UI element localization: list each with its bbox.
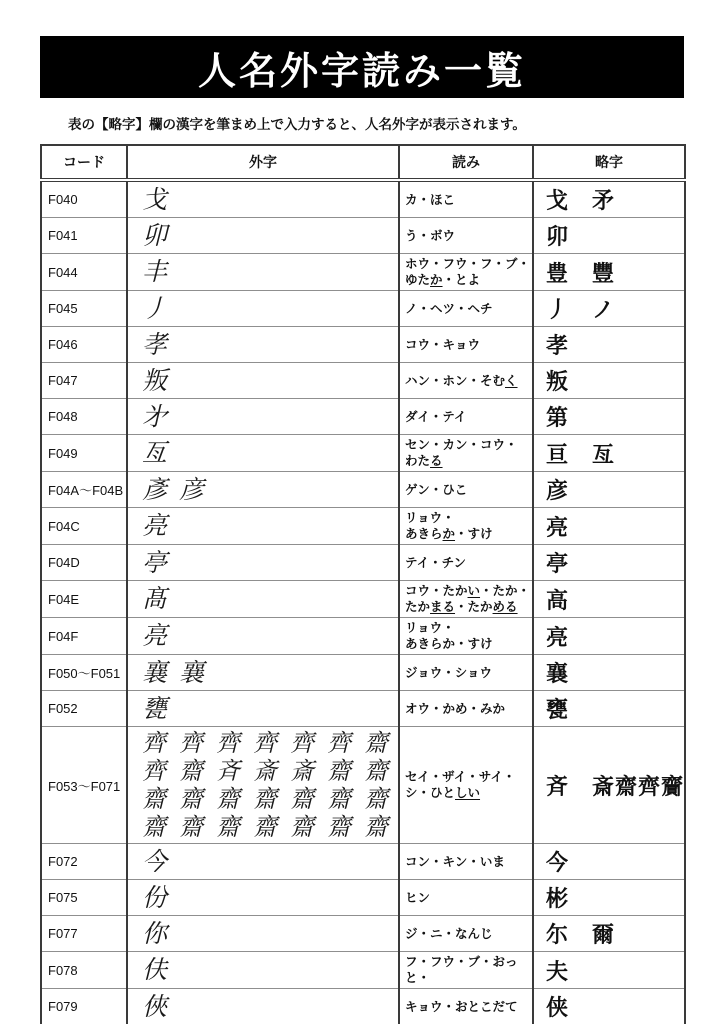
- gaiji-cell: [127, 399, 399, 435]
- gaiji-cell: [127, 880, 399, 916]
- page-title: 人名外字読み一覧: [197, 50, 526, 93]
- ryakuji-cell: 亮: [533, 618, 685, 655]
- ryakuji-cell: 戈 矛: [533, 180, 685, 218]
- code-cell: F04C: [41, 508, 127, 545]
- gaiji-glyphs: 俠: [142, 991, 180, 1021]
- ryakuji-cell: 彦: [533, 472, 685, 508]
- reading-line: あきらか・すけ: [405, 637, 493, 651]
- table-row: [41, 618, 685, 655]
- code-cell: F046: [41, 327, 127, 363]
- reading-cell: [399, 844, 533, 880]
- reading-line: ホウ・フウ・フ・ブ・: [405, 257, 531, 271]
- header-gaiji: 外字: [127, 145, 399, 180]
- reading-line: ゲン・ひこ: [405, 482, 468, 497]
- gaiji-reading-table: [40, 144, 686, 1024]
- table-row: [41, 655, 685, 691]
- ryakuji-cell: 今: [533, 844, 685, 880]
- reading-line: たかまる・たかめる: [405, 600, 518, 614]
- gaiji-cell: [127, 327, 399, 363]
- reading-cell: [399, 989, 533, 1024]
- gaiji-glyphs: 戈: [142, 184, 180, 214]
- table-header-row: [41, 145, 685, 180]
- header-reading: 読み: [399, 145, 533, 180]
- code-cell: F078: [41, 952, 127, 989]
- ryakuji-cell: 甕: [533, 691, 685, 727]
- gaiji-cell: [127, 916, 399, 952]
- reading-cell: [399, 655, 533, 691]
- ryakuji-cell: 斉 斎齋齊齎: [533, 727, 685, 844]
- gaiji-cell: [127, 844, 399, 880]
- reading-cell: [399, 618, 533, 655]
- gaiji-cell: [127, 691, 399, 727]
- reading-cell: [399, 291, 533, 327]
- reading-line: セン・カン・コウ・: [405, 438, 518, 452]
- gaiji-glyphs: 齋齋齋齋齋齋齋: [142, 813, 401, 841]
- ryakuji-cell: 豊 豐: [533, 254, 685, 291]
- code-cell: F04F: [41, 618, 127, 655]
- reading-cell: [399, 952, 533, 989]
- reading-cell: [399, 581, 533, 618]
- reading-line: カ・ほこ: [405, 192, 456, 207]
- gaiji-glyphs: 甕: [142, 693, 180, 723]
- gaiji-glyphs: 齊齊齊齊齊齊齋: [142, 729, 401, 757]
- reading-line: オウ・かめ・みか: [405, 701, 506, 716]
- code-cell: F04A〜F04B: [41, 472, 127, 508]
- reading-line: ヒン: [405, 890, 431, 905]
- table-row: [41, 472, 685, 508]
- code-cell: F04D: [41, 545, 127, 581]
- gaiji-glyphs: 叛: [142, 365, 180, 395]
- table-row: [41, 399, 685, 435]
- code-cell: F04E: [41, 581, 127, 618]
- table-row: [41, 844, 685, 880]
- reading-cell: [399, 727, 533, 844]
- code-cell: F041: [41, 218, 127, 254]
- table-row: [41, 508, 685, 545]
- reading-line: コウ・キョウ: [405, 337, 481, 352]
- table-row: [41, 218, 685, 254]
- table-row: [41, 880, 685, 916]
- code-cell: F050〜F051: [41, 655, 127, 691]
- table-row: [41, 180, 685, 218]
- gaiji-glyphs: 孝: [142, 329, 180, 359]
- code-cell: F040: [41, 180, 127, 218]
- code-cell: F075: [41, 880, 127, 916]
- ryakuji-cell: 侠: [533, 989, 685, 1024]
- reading-line: と・: [405, 971, 431, 985]
- ryakuji-cell: 亮: [533, 508, 685, 545]
- gaiji-cell: [127, 363, 399, 399]
- table-row: [41, 363, 685, 399]
- reading-line: ノ・ヘツ・ヘチ: [405, 301, 493, 316]
- gaiji-glyphs: 彥彦: [142, 474, 217, 504]
- reading-line: ハン・ホン・そむく: [405, 373, 518, 388]
- reading-line: あきらか・すけ: [405, 527, 493, 541]
- reading-line: ゆたか・とよ: [405, 273, 481, 287]
- ryakuji-cell: 丿 ノ: [533, 291, 685, 327]
- table-row: [41, 691, 685, 727]
- table-row: [41, 327, 685, 363]
- gaiji-glyphs: 丰: [142, 257, 180, 286]
- code-cell: F077: [41, 916, 127, 952]
- ryakuji-cell: 襄: [533, 655, 685, 691]
- ryakuji-cell: 高: [533, 581, 685, 618]
- table-row: [41, 727, 685, 844]
- title-band: [40, 36, 684, 98]
- reading-line: ダイ・テイ: [405, 409, 467, 424]
- table-row: [41, 545, 685, 581]
- reading-line: リョウ・: [405, 511, 455, 525]
- reading-line: ジ・ニ・なんじ: [405, 926, 493, 941]
- table-body: [41, 180, 685, 1024]
- gaiji-cell: [127, 508, 399, 545]
- reading-cell: [399, 435, 533, 472]
- gaiji-glyphs: 齋齋齋齋齋齋齋: [142, 785, 401, 813]
- code-cell: F052: [41, 691, 127, 727]
- reading-line: コウ・たかい・たか・: [405, 584, 531, 598]
- code-cell: F049: [41, 435, 127, 472]
- ryakuji-cell: 彬: [533, 880, 685, 916]
- gaiji-cell: [127, 254, 399, 291]
- ryakuji-cell: 亭: [533, 545, 685, 581]
- reading-cell: [399, 508, 533, 545]
- code-cell: F047: [41, 363, 127, 399]
- gaiji-cell: [127, 989, 399, 1024]
- gaiji-cell: [127, 618, 399, 655]
- reading-line: コン・キン・いま: [405, 854, 505, 869]
- reading-line: ジョウ・ショウ: [405, 665, 493, 680]
- reading-cell: [399, 254, 533, 291]
- gaiji-cell: [127, 655, 399, 691]
- ryakuji-cell: 尓 爾: [533, 916, 685, 952]
- gaiji-glyphs: 襄襄: [142, 657, 217, 687]
- gaiji-glyphs: 齊齋斉斎斎齋齋: [142, 757, 401, 785]
- ryakuji-cell: 孝: [533, 327, 685, 363]
- gaiji-glyphs: 亮: [142, 621, 180, 650]
- code-cell: F045: [41, 291, 127, 327]
- ryakuji-cell: 亘 亙: [533, 435, 685, 472]
- reading-line: キョウ・おとこだて: [405, 999, 518, 1014]
- table-row: [41, 291, 685, 327]
- gaiji-glyphs: 亮: [142, 511, 180, 540]
- code-cell: F044: [41, 254, 127, 291]
- reading-cell: [399, 472, 533, 508]
- table-row: [41, 581, 685, 618]
- gaiji-cell: [127, 545, 399, 581]
- table-row: [41, 989, 685, 1024]
- gaiji-cell: [127, 435, 399, 472]
- code-cell: F079: [41, 989, 127, 1024]
- ryakuji-cell: 叛: [533, 363, 685, 399]
- reading-cell: [399, 218, 533, 254]
- gaiji-cell: [127, 952, 399, 989]
- reading-line: フ・フウ・ブ・おっ: [405, 955, 518, 969]
- gaiji-glyphs: 今: [142, 846, 180, 876]
- gaiji-cell: [127, 581, 399, 618]
- code-cell: F053〜F071: [41, 727, 127, 844]
- reading-cell: [399, 180, 533, 218]
- ryakuji-cell: 夫: [533, 952, 685, 989]
- reading-line: セイ・ザイ・サイ・: [405, 770, 516, 784]
- reading-cell: [399, 327, 533, 363]
- gaiji-glyphs: 你: [142, 918, 180, 948]
- table-row: [41, 916, 685, 952]
- reading-line: シ・ひとしい: [405, 786, 481, 800]
- header-code: コード: [41, 145, 127, 180]
- gaiji-glyphs: 髙: [142, 584, 180, 613]
- code-cell: F072: [41, 844, 127, 880]
- ryakuji-cell: 第: [533, 399, 685, 435]
- gaiji-cell: [127, 727, 399, 844]
- table-row: [41, 435, 685, 472]
- reading-line: わたる: [405, 454, 443, 468]
- gaiji-cell: [127, 218, 399, 254]
- gaiji-glyphs: 㐧: [142, 401, 180, 431]
- table-header: [41, 145, 685, 180]
- gaiji-cell: [127, 472, 399, 508]
- instruction-text: 表の【略字】欄の漢字を筆まめ上で入力すると、人名外字が表示されます。: [68, 117, 526, 132]
- gaiji-glyphs: 卯: [142, 220, 180, 250]
- reading-line: う・ボウ: [405, 228, 456, 243]
- reading-cell: [399, 880, 533, 916]
- reading-line: テイ・チン: [405, 555, 467, 570]
- reading-cell: [399, 545, 533, 581]
- gaiji-glyphs: 份: [142, 882, 180, 912]
- gaiji-cell: [127, 291, 399, 327]
- reading-cell: [399, 691, 533, 727]
- gaiji-glyphs: 亭: [142, 547, 180, 577]
- gaiji-glyphs: 伕: [142, 955, 180, 984]
- reading-cell: [399, 916, 533, 952]
- gaiji-cell: [127, 180, 399, 218]
- ryakuji-cell: 卯: [533, 218, 685, 254]
- header-ryakuji: 略字: [533, 145, 685, 180]
- table-row: [41, 254, 685, 291]
- reading-cell: [399, 399, 533, 435]
- gaiji-glyphs: 丿: [142, 293, 180, 323]
- reading-line: リョウ・: [405, 621, 455, 635]
- table-row: [41, 952, 685, 989]
- code-cell: F048: [41, 399, 127, 435]
- gaiji-glyphs: 亙: [142, 438, 180, 467]
- reading-cell: [399, 363, 533, 399]
